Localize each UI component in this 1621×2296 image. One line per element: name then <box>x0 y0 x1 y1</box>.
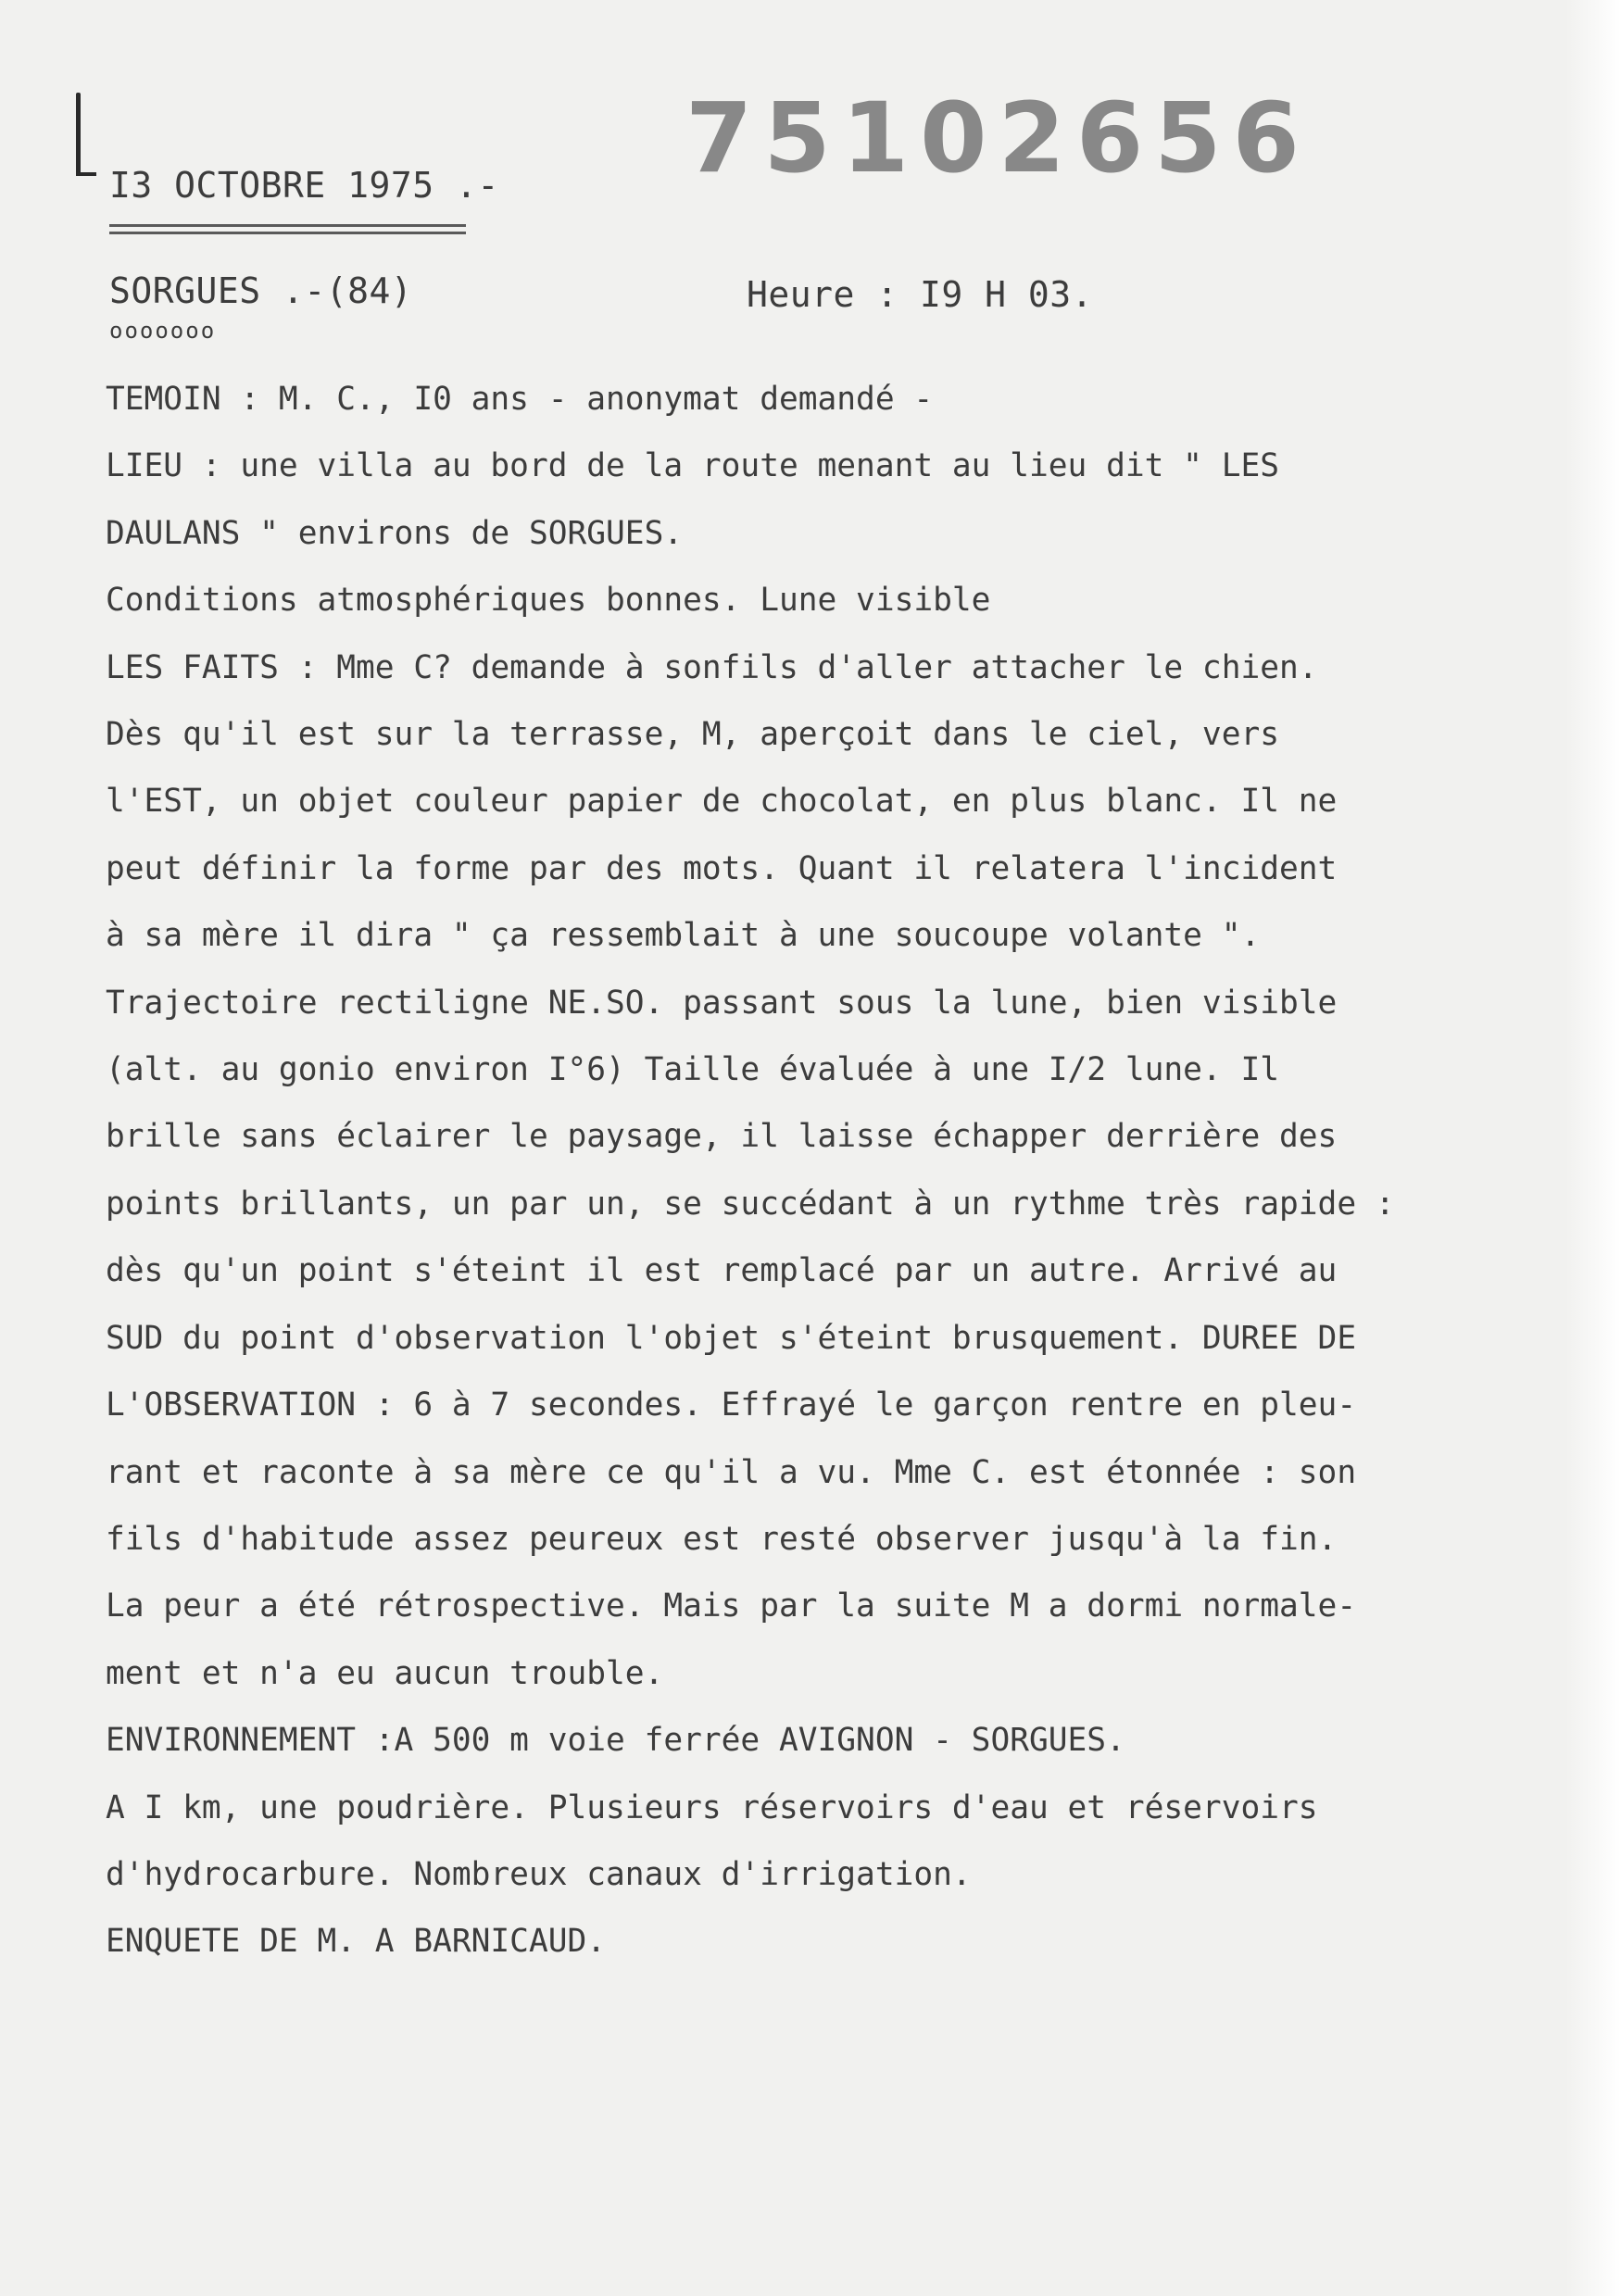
body-line: à sa mère il dira " ça ressemblait à une soucoupe volante ". <box>106 917 1261 955</box>
body-line: Dès qu'il est sur la terrasse, M, aperçoit dans le ciel, vers <box>106 716 1280 754</box>
body-line-witness: TEMOIN : M. C., I0 ans - anonymat demandé - <box>106 381 934 418</box>
body-line: d'hydrocarbure. Nombreux canaux d'irrigation. <box>106 1855 972 1893</box>
body-line: SUD du point d'observation l'objet s'éteint brusquement. DUREE DE <box>106 1319 1357 1357</box>
body-line: peut définir la forme par des mots. Quant il relatera l'incident <box>106 849 1338 887</box>
body-line: (alt. au gonio environ I°6) Taille évaluée à une I/2 lune. Il <box>106 1051 1280 1089</box>
body-line: fils d'habitude assez peureux est resté observer jusqu'à la fin. <box>106 1520 1338 1558</box>
body-line: La peur a été rétrospective. Mais par la suite M a dormi normale- <box>106 1587 1357 1625</box>
body-line: brille sans éclairer le paysage, il laisse échapper derrière des <box>106 1118 1338 1156</box>
body-line-environment: ENVIRONNEMENT :A 500 m voie ferrée AVIGNON - SORGUES. <box>106 1722 1125 1760</box>
body-line: rant et raconte à sa mère ce qu'il a vu. Mme C. est étonnée : son <box>106 1453 1357 1491</box>
body-line: Trajectoire rectiligne NE.SO. passant sous la lune, bien visible <box>106 984 1338 1022</box>
report-place: SORGUES .-(84) <box>109 270 413 311</box>
body-line: DAULANS " environs de SORGUES. <box>106 514 684 552</box>
body-line-facts: LES FAITS : Mme C? demande à sonfils d'aller attacher le chien. <box>106 648 1318 686</box>
body-line: A I km, une poudrière. Plusieurs réservoirs d'eau et réservoirs <box>106 1788 1318 1826</box>
body-line: LIEU : une villa au bord de la route menant au lieu dit " LES <box>106 447 1280 485</box>
binder-mark-foot <box>76 172 96 176</box>
report-date: I3 OCTOBRE 1975 .- <box>109 165 499 206</box>
binder-mark <box>76 93 81 176</box>
place-underline: ooooooo <box>109 318 217 344</box>
body-line: dès qu'un point s'éteint il est remplacé par un autre. Arrivé au <box>106 1252 1338 1290</box>
body-line: l'EST, un objet couleur papier de chocolat, en plus blanc. Il ne <box>106 783 1338 821</box>
date-underline-second <box>109 232 466 234</box>
body-line: Conditions atmosphériques bonnes. Lune visible <box>106 582 991 620</box>
body-line-investigator: ENQUETE DE M. A BARNICAUD. <box>106 1923 607 1961</box>
date-underline <box>109 224 466 227</box>
body-line: L'OBSERVATION : 6 à 7 secondes. Effrayé le garçon rentre en pleu- <box>106 1386 1357 1424</box>
document-number-stamp: 75102656 <box>685 82 1311 194</box>
report-body <box>106 366 1551 1976</box>
page-edge-shadow <box>1565 0 1621 2296</box>
body-line: ment et n'a eu aucun trouble. <box>106 1654 664 1692</box>
report-time: Heure : I9 H 03. <box>747 274 1094 315</box>
body-line: points brillants, un par un, se succédant à un rythme très rapide : <box>106 1185 1395 1223</box>
